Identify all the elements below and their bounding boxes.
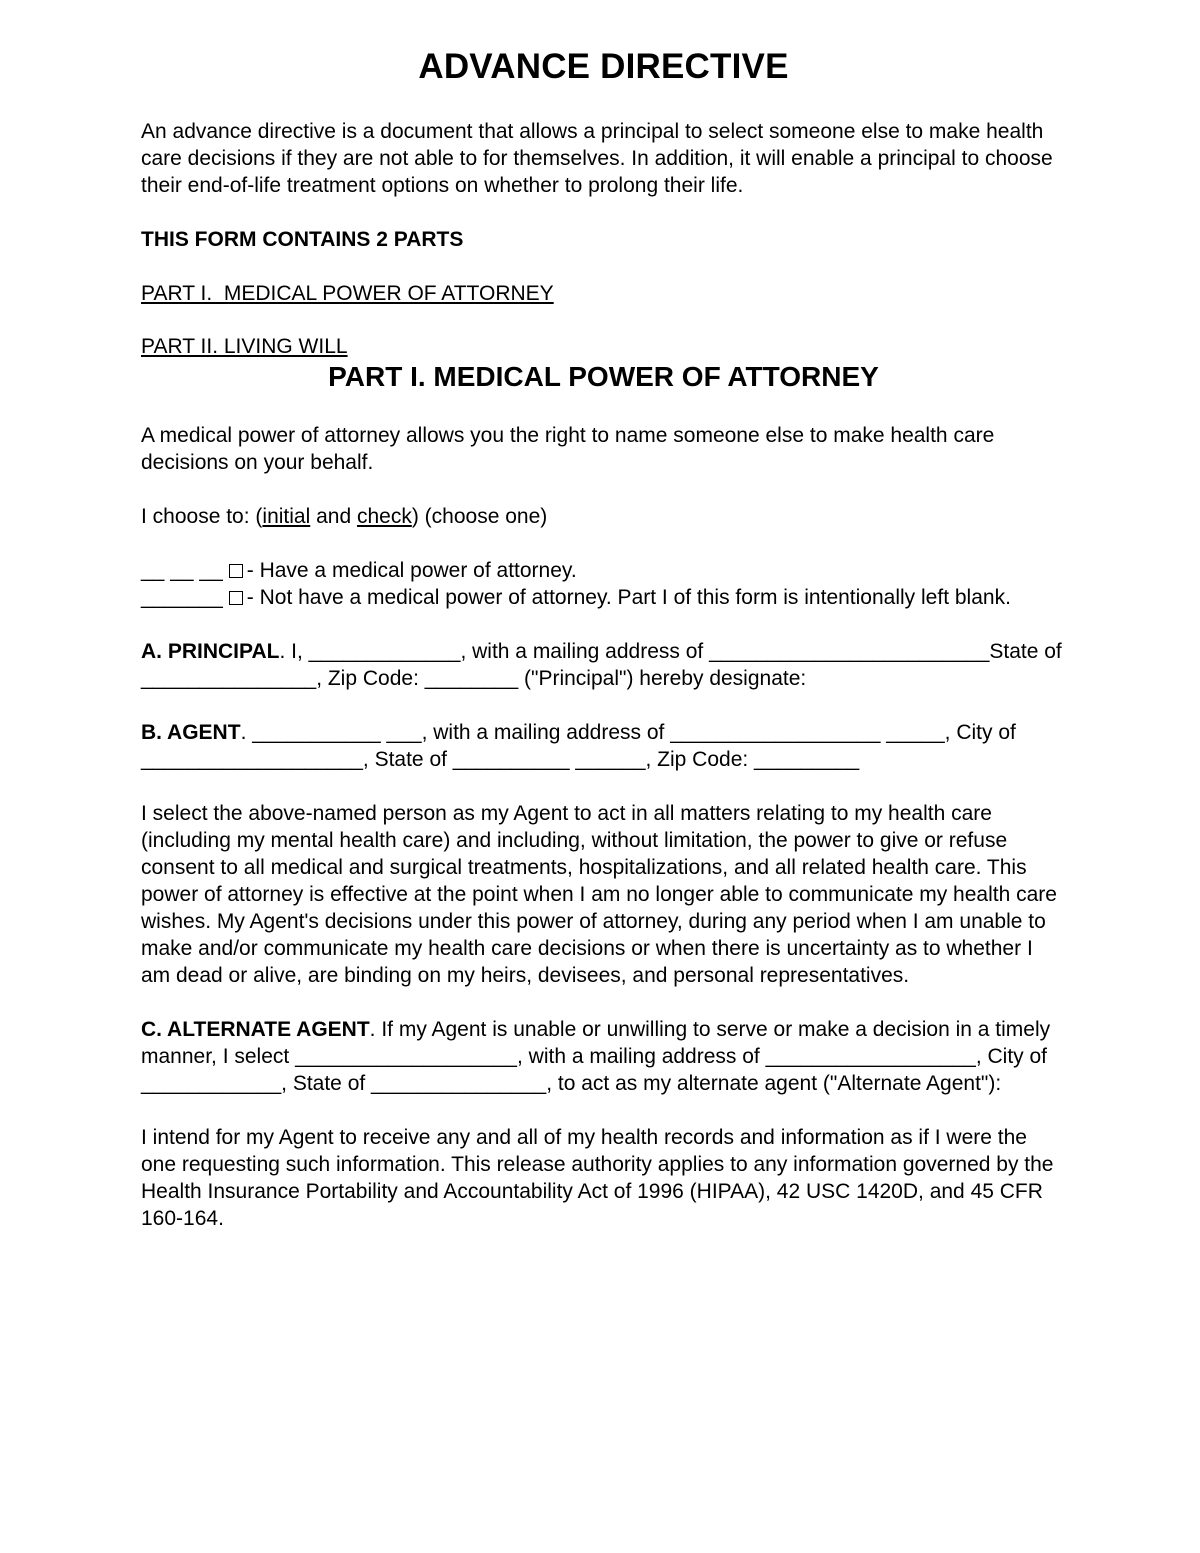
choose-initial: initial: [262, 505, 311, 528]
section-principal: [141, 638, 1066, 692]
checkbox-not-have-mpoa[interactable]: [229, 591, 243, 605]
option-label: - Not have a medical power of attorney. Part I of this form is intentionally left blank.: [246, 586, 1011, 609]
option-initial-blank[interactable]: _______: [141, 586, 223, 609]
section-label: B. AGENT: [141, 721, 241, 744]
choose-suffix: ) (choose one): [411, 505, 548, 528]
choose-and: and: [310, 505, 357, 528]
agent-powers-paragraph: I select the above-named person as my Agent to act in all matters relating to my health care (including my mental health care) and including, without limitation, the power to give or refuse consent to all medical and surgical treatments, hospitalizations, and all related health care. This power of attorney is effective at the point when I am no longer able to communicate my health care wishes. My Agent's decisions under this power of attorney, during any period when I am unable to make and/or communicate my health care decisions or when there is uncertainty as to whether I am dead or alive, are binding on my heirs, devisees, and personal representatives.: [141, 802, 1057, 987]
section-agent: [141, 719, 1066, 773]
choose-prefix: I choose to: (: [141, 505, 263, 528]
part-1-title: PART I. MEDICAL POWER OF ATTORNEY: [328, 361, 879, 392]
toc-item-part-1[interactable]: [141, 280, 1066, 307]
document-title: ADVANCE DIRECTIVE: [418, 47, 789, 86]
mpoa-description: A medical power of attorney allows you the right to name someone else to make health care decisions on your behalf.: [141, 424, 995, 474]
section-text[interactable]: . If my Agent is unable or unwilling to serve or make a decision in a timely manner, I select ___________________, with a mailing address of __________________, City of ____________, State of _______________, to act as my alternate agent ("Alternate Agent"):: [141, 1018, 1051, 1095]
toc-link-part-1[interactable]: PART I. MEDICAL POWER OF ATTORNEY: [141, 282, 554, 305]
toc-item-part-2[interactable]: [141, 333, 1066, 360]
section-text[interactable]: . ___________ ___, with a mailing address of __________________ _____, City of ___________________, State of __________ ______, Zip Code: _________: [141, 721, 1016, 771]
section-label: C. ALTERNATE AGENT: [141, 1018, 370, 1041]
choice-options: [141, 557, 1066, 611]
hipaa-paragraph: I intend for my Agent to receive any and all of my health records and information as if I were the one requesting such information. This release authority applies to any information governed by the Health Insurance Portability and Accountability Act of 1996 (HIPAA), 42 USC 1420D, and 45 CFR 160-164.: [141, 1126, 1054, 1230]
intro-paragraph: An advance directive is a document that allows a principal to select someone else to make health care decisions if they are not able to for themselves. In addition, it will enable a principal to choose their end-of-life treatment options on whether to prolong their life.: [141, 120, 1053, 197]
document-page: [141, 46, 1066, 1232]
section-label: A. PRINCIPAL: [141, 640, 280, 663]
toc-link-part-2[interactable]: PART II. LIVING WILL: [141, 335, 348, 358]
choose-instruction: [141, 503, 1066, 530]
option-have-mpoa: [141, 557, 1066, 584]
choose-check: check: [356, 505, 412, 528]
option-initial-blank[interactable]: __ __ __: [141, 559, 223, 582]
section-text[interactable]: . I, _____________, with a mailing address of ________________________State of _______________, Zip Code: ________ ("Principal") hereby designate:: [141, 640, 1062, 690]
option-not-have-mpoa: [141, 584, 1066, 611]
section-alternate-agent: [141, 1016, 1066, 1097]
contains-heading: THIS FORM CONTAINS 2 PARTS: [141, 228, 464, 251]
checkbox-have-mpoa[interactable]: [229, 564, 243, 578]
option-label: - Have a medical power of attorney.: [246, 559, 577, 582]
